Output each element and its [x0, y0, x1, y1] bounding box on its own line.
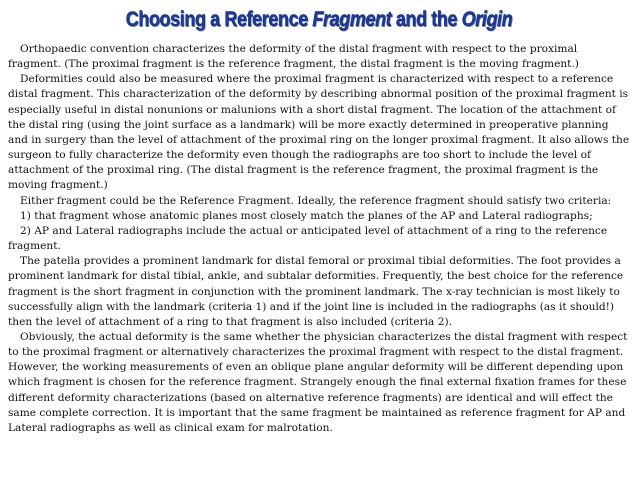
paragraph-conclusion: Obviously, the actual deformity is the same whether the physician characterizes the distal fragment with respect to the proximal fragment or alternatively characterizes the proximal fragment with respect to the distal fragment. However, the working measurements of even an oblique plane angular deformity will be different depending upon which fragment is chosen for the reference fragment. Strangely enough the final external fixation frames for these different deformity characterizations (based on alternative reference fragments) are identical and will effect the same complete correction. It is important that the same fragment be maintained as reference fragment for AP and Lateral radiographs as well as clinical exam for malrotation. [8, 330, 628, 434]
paragraph-landmarks: The patella provides a prominent landmark for distal femoral or proximal tibial deformities. The foot provides a prominent landmark for distal tibial, ankle, and subtalar deformities. Frequently, the best choice for the reference fragment is the short fragment in conjunction with the prominent landmark. The x-ray technician is most likely to successfully align with the landmark (criteria 1) and if the joint line is included in the radiographs (as it should!) then the level of attachment of a ring to that fragment is also included (criteria 2). [8, 255, 624, 328]
title-text-fragment: Fragment [312, 8, 392, 31]
paragraph-criteria-intro: Either fragment could be the Reference Fragment. Ideally, the reference fragment should satisfy two criteria: [20, 194, 612, 207]
title-text-origin: Origin [461, 8, 513, 31]
paragraph-criterion-1: 1) that fragment whose anatomic planes most closely match the planes of the AP and Lateral radiographs; [20, 209, 593, 222]
title-text-part3: and the [391, 8, 462, 31]
page-title [52, 6, 587, 34]
title-text-part1: Choosing a Reference [125, 8, 313, 31]
paragraph-convention: Orthopaedic convention characterizes the deformity of the distal fragment with respect to the proximal fragment. (The proximal fragment is the reference fragment, the distal fragment is the moving fragment.) [8, 43, 579, 71]
paragraph-criterion-2: 2) AP and Lateral radiographs include the actual or anticipated level of attachment of a ring to the reference fragment. [8, 224, 608, 253]
document-body [8, 42, 630, 436]
paragraph-alternative-measurement: Deformities could also be measured where the proximal fragment is characterized with respect to a reference distal fragment. This characterization of the deformity by describing abnormal position of the proximal fragment is especially useful in distal nonunions or malunions with a short distal fragment. The location of the attachment of the distal ring (using the joint surface as a landmark) will be more exactly determined in preoperative planning and in surgery than the level of attachment of the proximal ring on the longer proximal fragment. It also allows the surgeon to fully characterize the deformity even though the radiographs are too short to include the level of attachment of the proximal ring. (The distal fragment is the reference fragment, the proximal fragment is the moving fragment.) [8, 73, 630, 192]
